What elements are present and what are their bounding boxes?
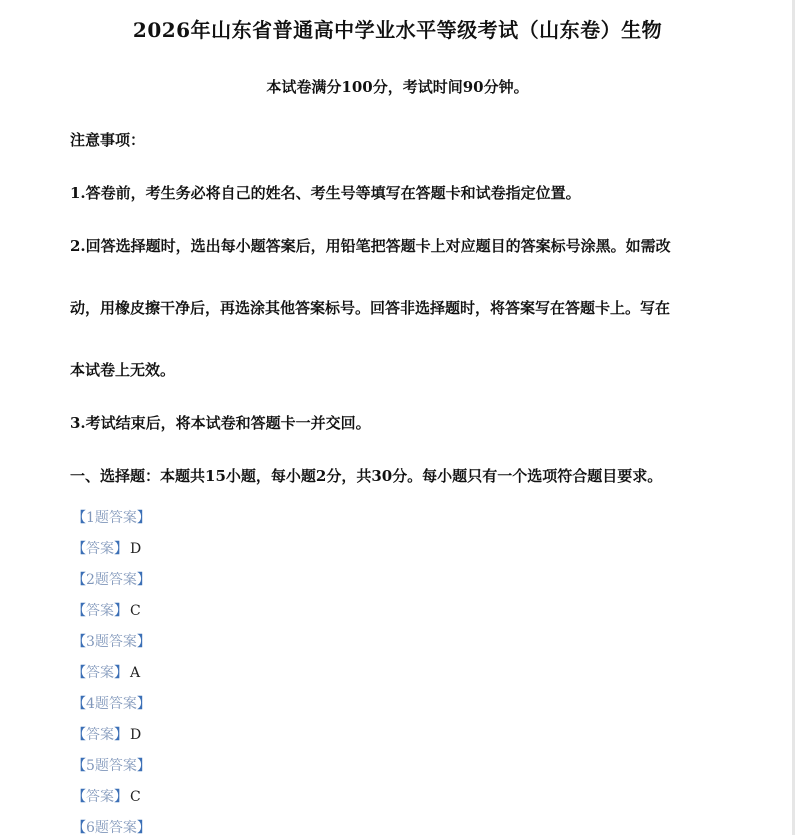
answer-value: D — [130, 727, 142, 743]
notice-heading: 注意事项： — [70, 131, 146, 149]
answer-1: 【答案】 D — [72, 541, 142, 557]
exam-title: 2026年山东省普通高中学业水平等级考试（山东卷）生物 — [132, 18, 663, 42]
answer-label: 答案 — [86, 541, 114, 557]
note-line-4: 本试卷上无效。 — [70, 361, 176, 379]
answer-label: 答案 — [86, 665, 114, 681]
answer-value: C — [130, 603, 141, 619]
answer-label: 答案 — [86, 789, 114, 805]
question-label: 5题答案 — [86, 758, 137, 774]
question-6-header: 【6题答案】 — [72, 820, 151, 836]
question-label: 3题答案 — [86, 634, 137, 650]
question-label: 4题答案 — [86, 696, 137, 712]
answer-value: A — [130, 665, 141, 681]
answer-label: 答案 — [86, 603, 114, 619]
answer-label: 答案 — [86, 727, 114, 743]
answer-5: 【答案】 C — [72, 789, 141, 805]
answer-2: 【答案】 C — [72, 603, 141, 619]
exam-subtitle: 本试卷满分100分，考试时间90分钟。 — [266, 78, 529, 96]
answer-value: D — [130, 541, 142, 557]
question-label: 6题答案 — [86, 820, 137, 836]
answer-4: 【答案】 D — [72, 727, 142, 743]
answer-value: C — [130, 789, 141, 805]
question-5-header: 【5题答案】 — [72, 758, 151, 774]
answer-3: 【答案】 A — [72, 665, 141, 681]
note-line-5: 3.考试结束后，将本试卷和答题卡一并交回。 — [70, 414, 371, 432]
question-label: 2题答案 — [86, 572, 137, 588]
note-line-2: 2.回答选择题时，选出每小题答案后，用铅笔把答题卡上对应题目的答案标号涂黑。如需改 — [70, 237, 671, 255]
question-2-header: 【2题答案】 — [72, 572, 151, 588]
question-3-header: 【3题答案】 — [72, 634, 151, 650]
question-label: 1题答案 — [86, 510, 137, 526]
note-line-1: 1.答卷前，考生务必将自己的姓名、考生号等填写在答题卡和试卷指定位置。 — [70, 184, 581, 202]
question-4-header: 【4题答案】 — [72, 696, 151, 712]
question-1-header: 【1题答案】 — [72, 510, 151, 526]
note-line-3: 动，用橡皮擦干净后，再选涂其他答案标号。回答非选择题时，将答案写在答题卡上。写在 — [70, 299, 671, 317]
section-heading: 一、选择题：本题共15小题，每小题2分，共30分。每小题只有一个选项符合题目要求。 — [70, 467, 663, 485]
